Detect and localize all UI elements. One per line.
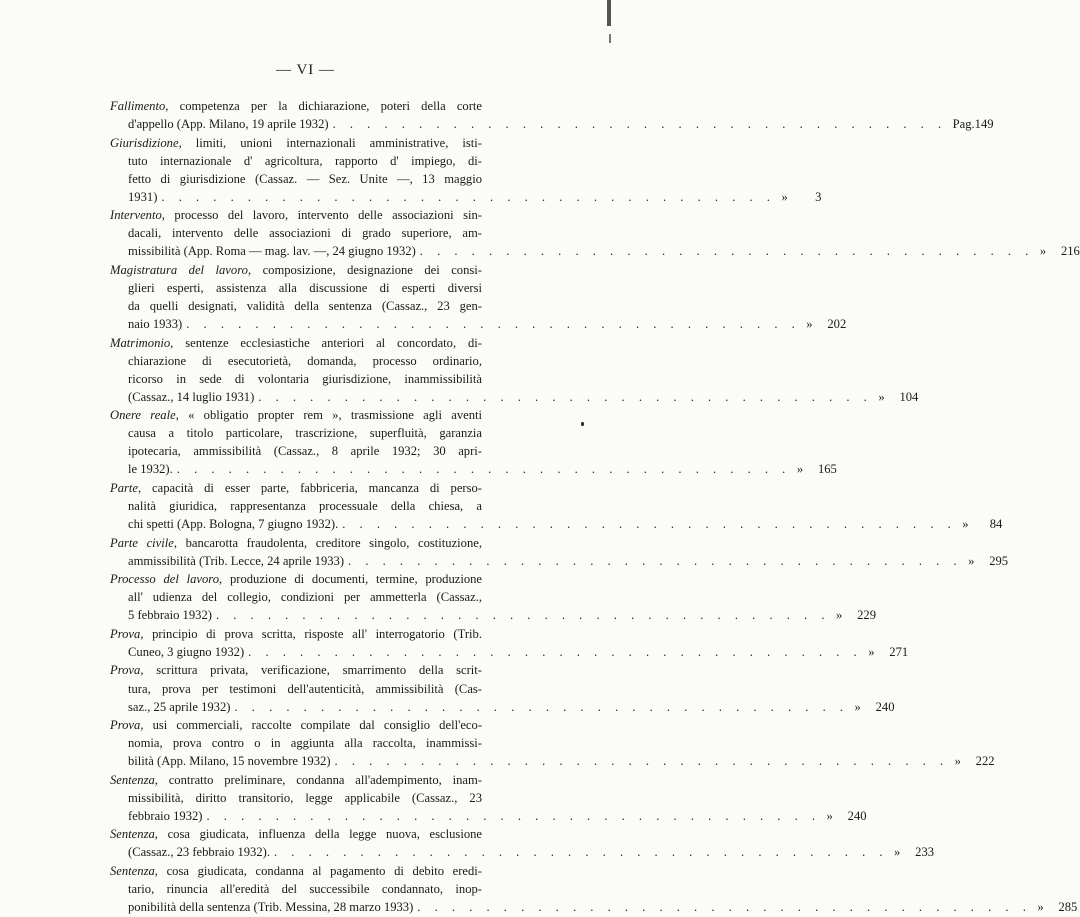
entry-text: (Cassaz., 14 luglio 1931) [128,389,255,404]
entry-text: 5 febbraio 1932) [128,608,212,623]
index-entry [110,406,837,478]
page-ref-number: 84 [989,517,1003,532]
entry-text: d'appello (App. Milano, 19 aprile 1932) [128,117,329,132]
leader-dots: . . . . . . . . . . . . . . . . . . . . . . . . . . . . . . . . . . . . [334,754,949,769]
entry-line: Parte, capacità di esser parte, fabbriceria, mancanza di perso- [110,480,482,495]
page-ref-number: 295 [989,553,1009,568]
index-entry [110,334,919,406]
leader-dots: . . . . . . . . . . . . . . . . . . . . . . . . . . . . . . . . . . . . [274,845,889,860]
entry-text: bancarotta fraudolenta, creditore singolo, costituzione, [185,535,482,550]
page-ref-prefix: » [854,699,861,714]
index-entry [110,625,909,661]
entry-text: scrittura privata, verificazione, smarrimento della scrit- [156,663,483,678]
entry-line: Parte civile, bancarotta fraudolenta, creditore singolo, costituzione, [110,535,482,550]
entry-text: usi commerciali, raccolte compilate dal consiglio dell'eco- [152,718,483,733]
entry-line [110,279,528,297]
page-ref-number: 202 [827,317,847,332]
entry-text: ponibilità della sentenza (Trib. Messina, 28 marzo 1933) [128,900,414,915]
entry-line [110,588,528,606]
page-ref-number: 285 [1058,900,1078,915]
entry-line [110,388,919,406]
entry-text: chi spetti (App. Bologna, 7 giugno 1932). [128,517,339,532]
entry-line [110,188,822,206]
entry-line: Onere reale, « obligatio propter rem », trasmissione agli aventi [110,408,483,423]
index-entry [110,534,1009,570]
entry-line [110,497,528,515]
entry-subject: Sentenza [110,772,155,787]
entry-line: Sentenza, cosa giudicata, condanna al pagamento di debito eredi- [110,863,483,878]
entry-text: contratto preliminare, condanna all'adempimento, inam- [168,772,482,787]
index-entry [110,134,822,206]
entry-line [110,224,528,242]
page-ref-number: 222 [975,754,995,769]
entry-text: processo del lavoro, intervento delle associazioni sin- [174,208,482,223]
entry-line [110,242,1080,260]
entry-text: causa a titolo particolare, trascrizione, superfluità, garanzia [128,426,482,441]
entry-line [110,606,876,624]
entry-subject: Processo del lavoro [110,572,220,587]
page-ref-prefix: » [962,517,969,532]
entry-text: missibilità, diritto transitorio, legge applicabile (Cassaz., 23 [128,790,482,805]
entry-line [110,898,1078,916]
page-reference [821,807,867,825]
entry-subject: Parte [110,480,138,495]
page-reference [1031,898,1077,916]
entry-text: cosa giudicata, influenza della legge nuova, esclusione [167,827,482,842]
entry-line [110,170,528,188]
entry-text: (Cassaz., 23 febbraio 1932). [128,845,270,860]
entry-line: Fallimento, competenza per la dichiarazione, poteri della corte [110,99,483,113]
entry-line [110,680,528,698]
index-entry [110,771,867,825]
entry-text: tura, prova per testimoni dell'autenticità, ammissibilità (Cas- [128,681,482,696]
entry-text: Cuneo, 3 giugno 1932) [128,644,245,659]
index-entry [110,479,1003,533]
entry-line: Prova, usi commerciali, raccolte compilate dal consiglio dell'eco- [110,718,483,733]
entry-text: tario, rinuncia all'eredità del successibile condannato, inop- [128,882,482,897]
entry-subject: Prova [110,663,141,678]
page-ref-number: 104 [899,389,919,404]
entry-line [110,643,909,661]
page-ref-prefix: » [868,644,875,659]
page-ref-prefix: » [968,553,975,568]
page-ref-prefix: » [954,754,961,769]
page-reference [947,115,993,133]
entry-text: naio 1933) [128,317,183,332]
scan-speck [581,422,584,426]
leader-dots: . . . . . . . . . . . . . . . . . . . . . . . . . . . . . . . . . . . . [332,117,947,132]
page-reference [830,606,876,624]
page-number-header: — VI — [275,62,336,78]
entry-line [110,552,1009,570]
page-reference [949,752,995,770]
entry-subject: Onere reale [110,408,176,423]
entry-subject: Prova [110,718,141,733]
leader-dots: . . . . . . . . . . . . . . . . . . . . . . . . . . . . . . . . . . . . [234,699,849,714]
entry-line: Processo del lavoro, produzione di documenti, termine, produzione [110,572,483,587]
index-entries [110,97,1080,917]
entry-text: competenza per la dichiarazione, poteri della corte [179,99,483,113]
leader-dots: . . . . . . . . . . . . . . . . . . . . . . . . . . . . . . . . . . . . [419,244,1034,259]
page-ref-prefix: » [796,462,804,477]
entry-text: ammissibilità (Trib. Lecce, 24 aprile 1933) [128,553,345,568]
entry-line [110,843,935,861]
page-ref-prefix: Pag. [952,117,975,132]
entry-line [110,370,528,388]
index-entry [110,862,1078,916]
leader-dots: . . . . . . . . . . . . . . . . . . . . . . . . . . . . . . . . . . . . [161,189,776,204]
leader-dots: . . . . . . . . . . . . . . . . . . . . . . . . . . . . . . . . . . . . [258,389,873,404]
leader-dots: . . . . . . . . . . . . . . . . . . . . . . . . . . . . . . . . . . . . [215,608,830,623]
entry-text: « obligatio propter rem », trasmissione agli aventi [188,408,483,423]
entry-line [110,807,867,825]
entry-line [110,442,528,460]
entry-text: ricorso in sede di volontaria giurisdizione, inammissibilità [128,371,482,386]
leader-dots: . . . . . . . . . . . . . . . . . . . . . . . . . . . . . . . . . . . . [176,462,791,477]
leader-dots: . . . . . . . . . . . . . . . . . . . . . . . . . . . . . . . . . . . . [417,900,1032,915]
page-ref-prefix: » [835,608,843,623]
entry-text: nomia, prova contro o in aggiunta alla raccolta, inammissi- [128,736,482,751]
page-reference [1034,242,1080,260]
page-ref-number: 165 [817,462,837,477]
entry-line: Sentenza, cosa giudicata, influenza della legge nuova, esclusione [110,827,482,842]
entry-text: 1931) [128,189,158,204]
entry-line [110,297,528,315]
entry-line [110,460,837,478]
index-entry [110,661,895,715]
entry-subject: Prova [110,626,141,641]
entry-line: Giurisdizione, limiti, unioni internazionali amministrative, isti- [110,135,482,150]
entry-line: Intervento, processo del lavoro, intervento delle associazioni sin- [110,208,482,223]
page-ref-number: 149 [974,117,994,132]
page-reference [888,843,934,861]
entry-line [110,424,528,442]
entry-text: capacità di esser parte, fabbriceria, mancanza di perso- [152,480,482,495]
entry-text: febbraio 1932) [128,808,203,823]
entry-subject: Fallimento [110,99,166,113]
entry-line [110,115,994,133]
page-ref-prefix: » [1039,244,1047,259]
entry-line [110,789,528,807]
entry-text: fetto di giurisdizione (Cassaz. — Sez. Unite —, 13 maggio [128,171,482,186]
page-ref-number: 233 [915,845,935,860]
entry-subject: Sentenza [110,827,155,842]
page-ref-prefix: » [878,389,885,404]
index-entry [110,570,876,624]
entry-line: Sentenza, contratto preliminare, condanna all'adempimento, inam- [110,772,482,787]
index-entry [110,825,935,861]
entry-text: dacali, intervento delle associazioni di grado superiore, am- [128,226,482,241]
page-reference [800,315,846,333]
entry-subject: Matrimonio [110,335,171,350]
entry-line [110,352,528,370]
entry-text: da quelli designati, validità della sentenza (Cassaz., 23 gen- [128,299,482,314]
entry-line: Matrimonio, sentenze ecclesiastiche anteriori al concordato, di- [110,335,482,350]
page-reference [962,552,1008,570]
page-ref-number: 229 [857,608,876,623]
entry-line: Prova, scrittura privata, verificazione, smarrimento della scrit- [110,663,483,678]
leader-dots: . . . . . . . . . . . . . . . . . . . . . . . . . . . . . . . . . . . . [342,517,957,532]
entry-line [110,880,528,898]
entry-subject: Magistratura del lavoro [110,262,248,277]
entry-text: bilità (App. Milano, 15 novembre 1932) [128,754,331,769]
entry-subject: Sentenza [110,863,155,878]
entry-subject: Intervento [110,208,162,223]
page-ref-prefix: » [806,317,813,332]
entry-text: produzione di documenti, termine, produzione [229,572,483,587]
entry-line [110,315,847,333]
entry-text: principio di prova scritta, risposte all' interrogatorio (Trib. [152,626,482,641]
entry-line: Prova, principio di prova scritta, risposte all' interrogatorio (Trib. [110,626,482,641]
page-ref-prefix: » [894,845,901,860]
entry-text: chiarazione di esecutorietà, domanda, processo ordinario, [128,353,482,368]
page-ref-prefix: » [781,189,788,204]
page-reference [956,515,1002,533]
entry-subject: Giurisdizione [110,135,179,150]
entry-text: limiti, unioni internazionali amministrative, isti- [195,135,482,150]
page-reference [872,388,918,406]
page-reference [862,643,908,661]
page-ref-prefix: » [1037,900,1044,915]
index-entry [110,97,994,133]
entry-text: sentenze ecclesiastiche anteriori al concordato, di- [185,335,482,350]
page-reference [791,460,837,478]
entry-line [110,152,528,170]
entry-text: composizione, designazione dei consi- [262,262,482,277]
page-ref-number: 3 [815,189,822,204]
page-ref-prefix: » [826,808,833,823]
leader-dots: . . . . . . . . . . . . . . . . . . . . . . . . . . . . . . . . . . . . [348,553,963,568]
entry-line: Magistratura del lavoro, composizione, designazione dei consi- [110,262,482,277]
entry-text: missibilità (App. Roma — mag. lav. —, 24 giugno 1932) [128,244,416,259]
page-ref-number: 240 [875,699,895,714]
entry-text: le 1932). [128,462,173,477]
entry-text: nalità giuridica, rappresentanza processuale della chiesa, a [128,499,482,514]
entry-text: all' udienza del collegio, condizioni per ammetterla (Cassaz., [128,590,482,605]
entry-text: glieri esperti, assistenza alla discussione di esperti diversi [128,280,482,295]
entry-text: saz., 25 aprile 1932) [128,699,231,714]
page-ref-number: 216 [1060,244,1080,259]
entry-line [110,698,895,716]
entry-line [110,752,995,770]
entry-line [110,515,1003,533]
leader-dots: . . . . . . . . . . . . . . . . . . . . . . . . . . . . . . . . . . . . [248,644,863,659]
index-entry [110,716,995,770]
entry-text: tuto internazionale d' agricoltura, rapporto d' impiego, di- [128,153,482,168]
entry-subject: Parte civile [110,535,174,550]
entry-text: ipotecaria, ammissibilità (Cassaz., 8 aprile 1932; 30 apri- [128,444,482,459]
entry-text: cosa giudicata, condanna al pagamento di debito eredi- [166,863,483,878]
scan-edge-mark [609,34,611,43]
page-reference [849,698,895,716]
index-entry [110,261,847,333]
leader-dots: . . . . . . . . . . . . . . . . . . . . . . . . . . . . . . . . . . . . [186,317,801,332]
page-ref-number: 240 [847,808,867,823]
page-reference [775,188,821,206]
entry-line [110,734,528,752]
page-ref-number: 271 [889,644,909,659]
leader-dots: . . . . . . . . . . . . . . . . . . . . . . . . . . . . . . . . . . . . [206,808,821,823]
scan-edge-mark [607,0,611,26]
index-entry [110,206,1080,260]
